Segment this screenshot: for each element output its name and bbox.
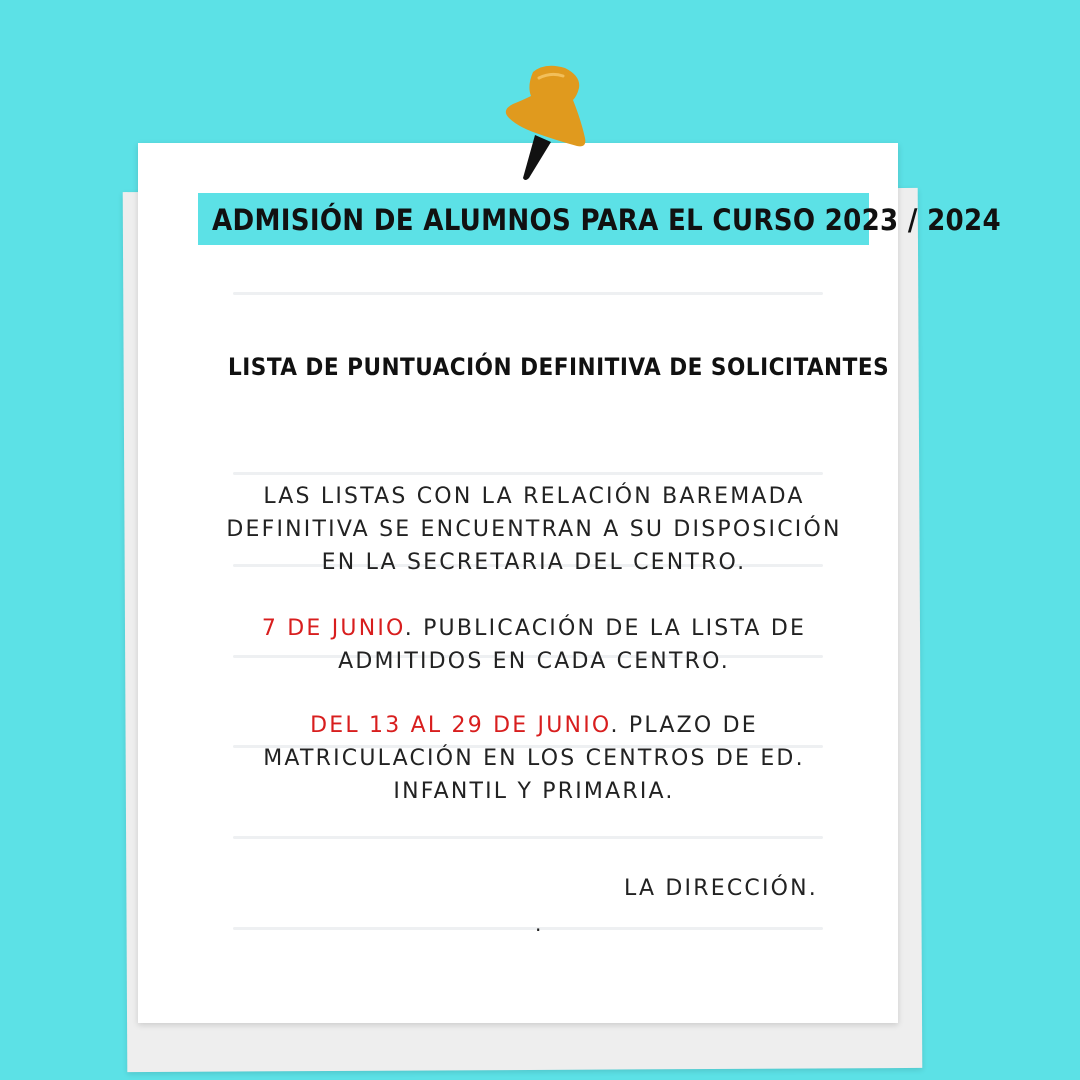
paragraph-lists-available [200, 480, 868, 579]
paragraph-line: ADMITIDOS EN CADA CENTRO. [338, 649, 730, 674]
notice-subtitle: LISTA DE PUNTUACIÓN DEFINITIVA DE SOLICITANTES [228, 353, 890, 381]
paragraph-line: MATRICULACIÓN EN LOS CENTROS DE ED. [263, 746, 805, 771]
paragraph-line [200, 709, 868, 742]
paragraph-line [200, 612, 868, 645]
ruled-line [233, 836, 823, 839]
paragraph-text: . PLAZO DE [610, 713, 758, 738]
paragraph-line: EN LA SECRETARIA DEL CENTRO. [321, 550, 747, 575]
signature: LA DIRECCIÓN. [624, 876, 818, 901]
highlighted-date: 7 DE JUNIO [261, 616, 405, 641]
trailing-dot: . [535, 912, 542, 936]
highlighted-date: DEL 13 AL 29 DE JUNIO [310, 713, 611, 738]
ruled-line [233, 472, 823, 475]
paragraph-publication-date [200, 612, 868, 678]
push-pin-icon [495, 60, 595, 189]
paragraph-line: DEFINITIVA SE ENCUENTRAN A SU DISPOSICIÓN [226, 517, 842, 542]
ruled-line [233, 927, 823, 930]
notice-title: ADMISIÓN DE ALUMNOS PARA EL CURSO 2023 / 2024 [212, 203, 1001, 237]
paragraph-text: . PUBLICACIÓN DE LA LISTA DE [404, 616, 807, 641]
paragraph-line: LAS LISTAS CON LA RELACIÓN BAREMADA [263, 484, 805, 509]
paragraph-line: INFANTIL Y PRIMARIA. [393, 779, 675, 804]
paragraph-enrollment-period [200, 709, 868, 808]
ruled-line [233, 292, 823, 295]
